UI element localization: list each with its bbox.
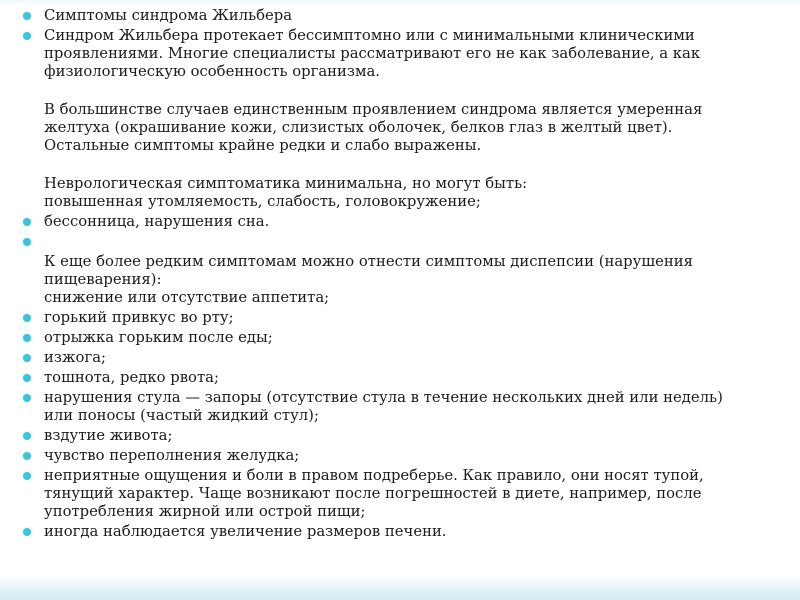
- list-item-text: изжога;: [44, 349, 107, 366]
- list-item-text: иногда наблюдается увеличение размеров печени.: [44, 523, 447, 540]
- bullet-icon: [23, 218, 31, 226]
- list-item: [20, 349, 780, 367]
- bullet-icon: [23, 354, 31, 362]
- bullet-icon: [23, 472, 31, 480]
- bullet-icon: [23, 452, 31, 460]
- paragraph: [20, 253, 780, 307]
- list-item-text: бессонница, нарушения сна.: [44, 213, 270, 230]
- list-item-empty: [20, 233, 780, 251]
- list-item: [20, 369, 780, 387]
- paragraph: [20, 101, 780, 155]
- bullet-icon: [23, 314, 31, 322]
- list-item: [20, 427, 780, 445]
- list-item-text: нарушения стула — запоры (отсутствие стула в течение нескольких дней или недель) или поносы (частый жидкий стул);: [44, 389, 723, 424]
- bottom-decoration: [0, 574, 800, 600]
- list-item: [20, 389, 780, 425]
- top-decoration: [0, 0, 800, 6]
- paragraph-text: В большинстве случаев единственным проявлением синдрома является умеренная желтуха (окрашивание кожи, слизистых оболочек, белков глаз в желтый цвет). Остальные симптомы крайне редки и слабо выражены.: [44, 101, 703, 154]
- bullet-icon: [23, 238, 31, 246]
- list-item-text: вздутие живота;: [44, 427, 173, 444]
- list-item: [20, 447, 780, 465]
- bullet-icon: [23, 394, 31, 402]
- list-item: [20, 213, 780, 231]
- list-item-text: Синдром Жильбера протекает бессимптомно или с минимальными клиническими проявлениями. Многие специалисты рассматривают его не как заболевание, а как физиологическую особенность организма.: [44, 27, 701, 80]
- list-item: [20, 523, 780, 541]
- paragraph-text: К еще более редким симптомам можно отнести симптомы диспепсии (нарушения пищеварения): снижение или отсутствие аппетита;: [44, 253, 693, 306]
- list-item-text: отрыжка горьким после еды;: [44, 329, 273, 346]
- bullet-icon: [23, 528, 31, 536]
- list-item: [20, 27, 780, 81]
- paragraph-text: Неврологическая симптоматика минимальна, но могут быть: повышенная утомляемость, слабость, головокружение;: [44, 175, 528, 210]
- slide-content: [20, 7, 780, 541]
- paragraph: [20, 175, 780, 211]
- bullet-icon: [23, 374, 31, 382]
- list-item-text: тошнота, редко рвота;: [44, 369, 219, 386]
- list-item: [20, 309, 780, 327]
- list-item: [20, 467, 780, 521]
- bullet-icon: [23, 334, 31, 342]
- list-item-text: чувство переполнения желудка;: [44, 447, 300, 464]
- list-item-title: [20, 7, 780, 25]
- list-item: [20, 329, 780, 347]
- bullet-icon: [23, 432, 31, 440]
- list-item-text: горький привкус во рту;: [44, 309, 234, 326]
- bullet-icon: [23, 12, 31, 20]
- list-item-text: неприятные ощущения и боли в правом подреберье. Как правило, они носят тупой, тянущий характер. Чаще возникают после погрешностей в диете, например, после употребления жирной или острой пищи;: [44, 467, 704, 520]
- list-item-text: Симптомы синдрома Жильбера: [44, 7, 293, 24]
- bullet-icon: [23, 32, 31, 40]
